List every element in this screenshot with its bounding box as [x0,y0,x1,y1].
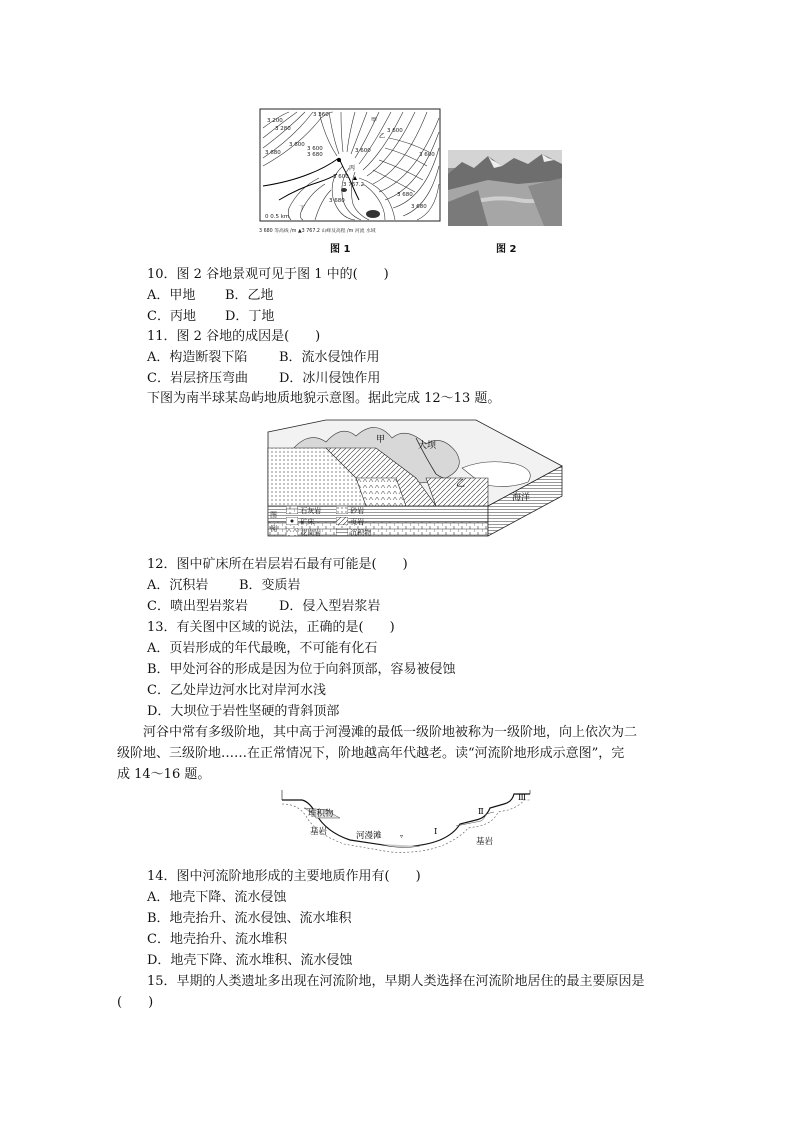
question-14-option-d[interactable]: D．地壳下降、流水堆积、流水侵蚀 [147,953,353,968]
label-bedrock-left: 基岩 [310,827,328,837]
question-11-stem: 11．图 2 谷地的成因是( ) [147,329,321,344]
legend-item-limestone: 石灰岩 [286,506,321,516]
contour-label: 3 600 [289,142,305,148]
option-b[interactable]: B．变质岩 [239,578,301,593]
contour-label: 3 680 [265,150,281,156]
label-dam: 大坝 [418,441,437,451]
label-sea: 海洋 [512,493,531,503]
legend-item-sediment: 沉积物 [336,528,371,538]
option-d[interactable]: D．侵入型岩浆岩 [279,599,381,614]
question-10-options-row-1 [147,288,274,304]
figure-1-caption: 图 1 [330,244,351,255]
option-c[interactable]: C．岩层挤压弯曲 [147,371,248,386]
sandstone-swatch [336,506,348,514]
label-terrace-2: Ⅱ [478,807,484,817]
question-14-option-b[interactable]: B．地壳抬升、流水侵蚀、流水堆积 [147,911,352,926]
question-15-stem: 15．早期的人类遗址多出现在河流阶地，早期人类选择在河流阶地居住的最主要原因是 [147,974,645,989]
question-12-options-row-2 [147,599,380,615]
legend-item-granite: 花岗岩 [286,528,321,538]
legend-item-sandstone: 砂岩 [336,506,364,516]
option-a[interactable]: A．构造断裂下陷 [147,350,248,365]
label-yi: 乙 [456,479,466,489]
option-c[interactable]: C．丙地 [147,309,196,324]
contour-label: 3 600 [355,148,371,154]
contour-label: 3 680 [307,152,323,158]
question-13-option-d[interactable]: D．大坝位于岩性坚硬的背斜顶部 [147,704,340,719]
question-13-option-a[interactable]: A．页岩形成的年代最晚，不可能有化石 [147,641,378,656]
contour-label: 3 280 [275,126,291,132]
contour-label: 3 680 [329,198,345,204]
contour-label: 3 200 [267,118,283,124]
contour-label: 3 680 [411,204,427,210]
legend-item-ore: 矿床 [286,517,314,527]
question-12-stem: 12．图中矿床所在岩层岩石最有可能是( ) [147,557,408,572]
sediment-swatch [336,528,348,536]
option-b[interactable]: B．乙地 [225,288,274,303]
river-terrace-diagram [280,788,532,856]
question-13-stem: 13．有关图中区域的说法，正确的是( ) [147,620,395,635]
terrace-svg [280,788,532,856]
intro-14-line-2: 级阶地、三级阶地……在正常情况下，阶地越高年代越老。读“河流阶地形成示意图”，完 [117,746,625,761]
island-legend [270,506,380,540]
option-a[interactable]: A．沉积岩 [147,578,209,593]
option-d[interactable]: D．丁地 [225,309,275,324]
figure-1-contour-map [259,108,441,238]
question-15-stem-cont: ( ) [117,995,154,1010]
contour-map-svg [259,108,441,238]
label-terrace-1: Ⅰ [434,827,438,837]
label-deposit: 堆积物 [308,809,334,819]
contour-label: 3 600 [419,152,435,158]
contour-label: 3 680 [397,192,413,198]
shale-swatch [336,517,348,525]
question-13-option-c[interactable]: C．乙处岸边河水比对岸河水浅 [147,683,326,698]
contour-label: 3 600 [333,174,349,180]
place-yi: 乙 [379,133,386,140]
ore-swatch [286,517,298,525]
option-b[interactable]: B．流水侵蚀作用 [279,350,380,365]
question-13-option-b[interactable]: B．甲处河谷的形成是因为位于向斜顶部，容易被侵蚀 [147,662,456,677]
label-jia: 甲 [376,435,386,445]
water-level-marker: ▿ [400,833,404,840]
intro-14-line-1: 河谷中常有多级阶地，其中高于河漫滩的最低一级阶地被称为一级阶地，向上依次为二 [117,725,638,740]
label-terrace-3: Ⅲ [518,793,527,803]
granite-swatch [286,528,298,536]
label-bedrock-right: 基岩 [476,837,494,847]
question-11-options-row-1 [147,350,380,366]
contour-label: 3 600 [387,128,403,134]
option-a[interactable]: A．甲地 [147,288,196,303]
scale-bar-label: 0 0.5 km [265,214,290,220]
map-legend: 3 680 等高线 /m ▲3 767.2 山峰及高程 /m 河流 水域 [259,229,376,234]
place-bing: 丙 [349,165,356,172]
legend-item-shale: 页岩 [336,517,364,527]
legend-title: 图 例 [270,511,277,533]
question-14-option-c[interactable]: C．地壳抬升、流水堆积 [147,932,287,947]
place-jia: 甲 [371,117,378,124]
question-14-option-a[interactable]: A．地壳下降、流水侵蚀 [147,890,287,905]
figure-2-caption: 图 2 [496,244,517,255]
option-d[interactable]: D．冰川侵蚀作用 [279,371,381,386]
question-10-options-row-2 [147,309,274,325]
limestone-swatch [286,506,298,514]
question-14-stem: 14．图中河流阶地形成的主要地质作用有( ) [147,869,421,884]
place-ding: 丁 [299,205,306,212]
question-12-options-row-1 [147,578,301,594]
contour-label: 3 360 [313,112,329,118]
peak-elevation: 3 767.2 [343,182,364,188]
label-floodplain: 河漫滩 [356,831,382,841]
intro-14-line-3: 成 14～16 题。 [117,767,211,782]
contour-label: 3 600 [307,146,323,152]
question-10-stem: 10．图 2 谷地景观可见于图 1 中的( ) [147,267,389,282]
intro-12-13: 下图为南半球某岛屿地质地貌示意图。据此完成 12～13 题。 [147,391,501,406]
figure-2-valley-photo [448,150,562,226]
option-c[interactable]: C．喷出型岩浆岩 [147,599,248,614]
valley-photo-svg [448,150,562,226]
question-11-options-row-2 [147,371,380,387]
